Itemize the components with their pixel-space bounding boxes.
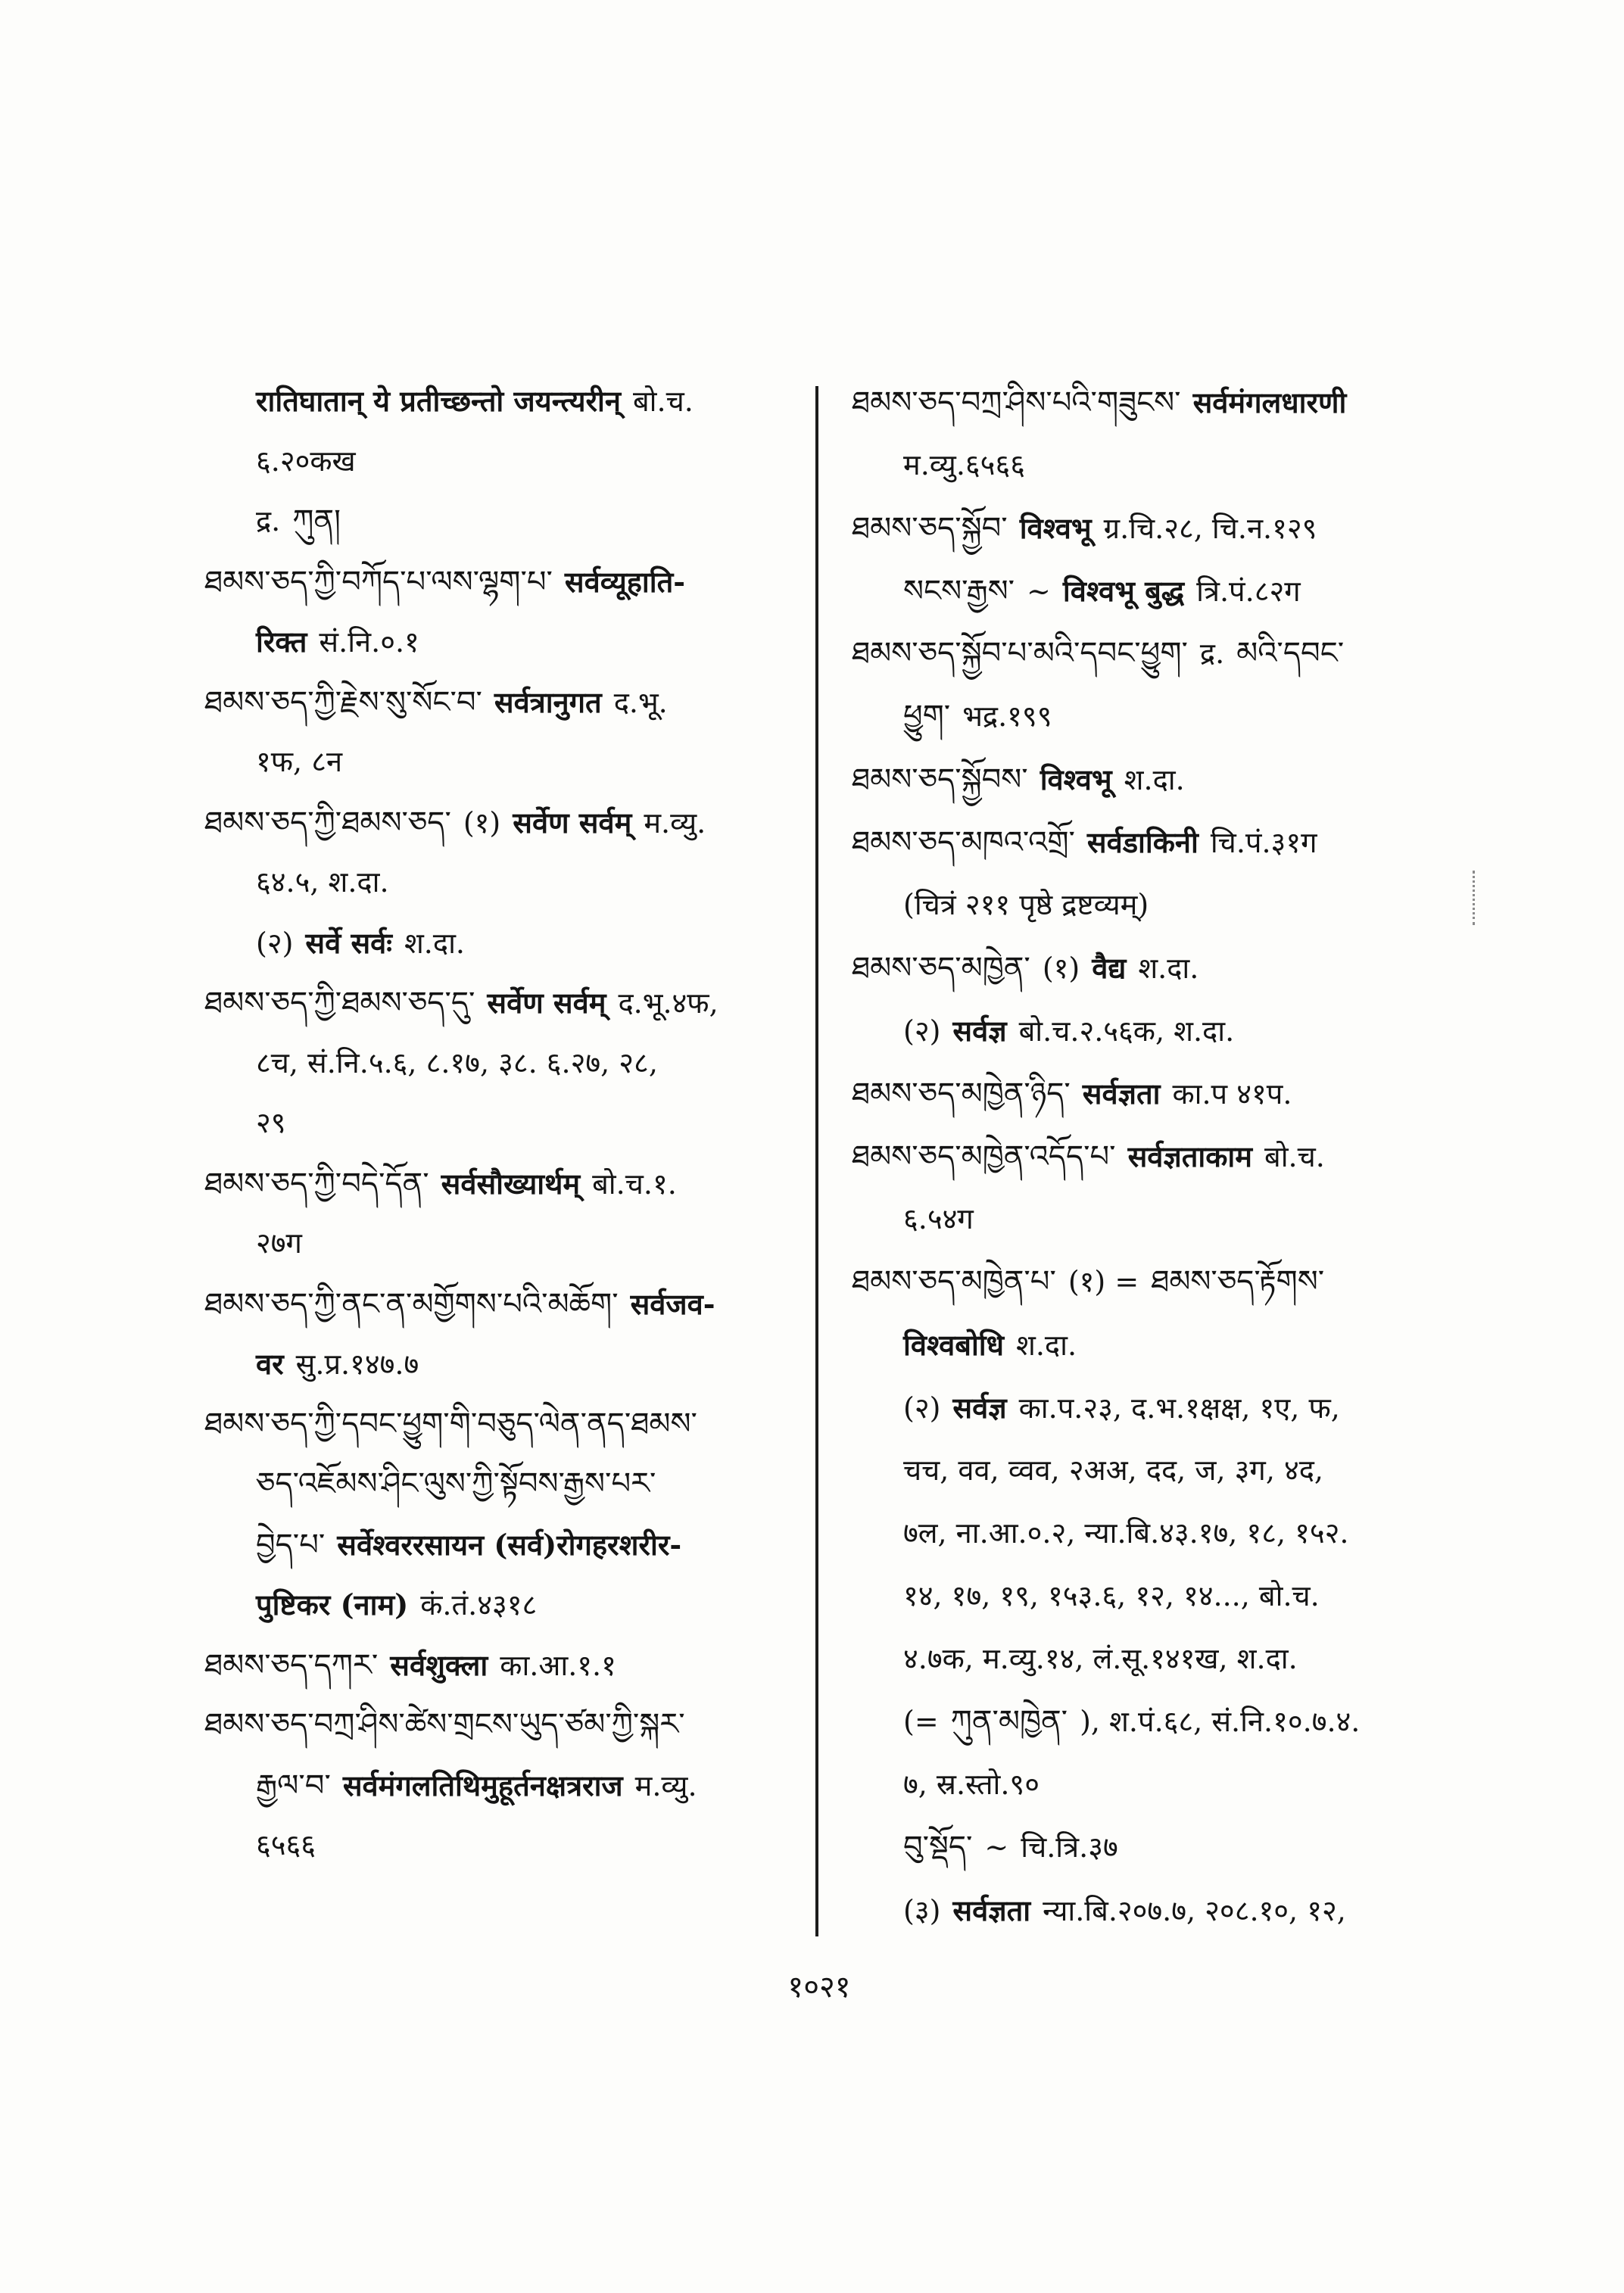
sanskrit-headword: विश्वभू बुद्ध	[1062, 574, 1185, 608]
dictionary-entry	[204, 1394, 791, 1635]
sanskrit-headword: सर्वेश्वररसायन (सर्व)रोगहरशरीर-	[337, 1527, 682, 1562]
reference-text: म.व्यु.	[644, 805, 706, 840]
tibetan-term: ཐམས་ཅད་མཁའ་འགྲོ་	[852, 825, 1075, 860]
tibetan-term: ཀུན།	[292, 503, 341, 538]
dictionary-entry	[204, 973, 791, 1154]
sanskrit-headword: सर्वज्ञ	[952, 1391, 1007, 1425]
entry-headline	[852, 622, 1465, 685]
reference-text: ~	[984, 1830, 1009, 1864]
dictionary-entry	[852, 497, 1465, 622]
reference-text: द्र.	[1199, 637, 1225, 670]
reference-text: का.प ४१प.	[1172, 1077, 1292, 1111]
dictionary-entry	[852, 748, 1465, 811]
tibetan-term: བྱེད་པ་	[256, 1527, 326, 1562]
entry-headline	[204, 973, 791, 1033]
dictionary-entry	[852, 622, 1465, 748]
reference-text: (=	[903, 1705, 939, 1738]
entry-continuation-line	[852, 1439, 1465, 1502]
dictionary-entry	[852, 1125, 1465, 1251]
entry-continuation-line	[852, 685, 1465, 748]
right-column	[852, 371, 1465, 1942]
sanskrit-headword: रातिघातान् ये प्रतीच्छन्तो जयन्त्यरीन्	[256, 384, 621, 418]
reference-text: का.आ.१.१	[500, 1648, 616, 1682]
sanskrit-headword: विश्वभू	[1040, 762, 1112, 796]
entry-headline	[204, 1695, 791, 1756]
entry-headline	[204, 1635, 791, 1696]
reference-text: म.व्यु.६५६६	[903, 448, 1025, 481]
dictionary-entry	[852, 811, 1465, 936]
sanskrit-headword: सर्वेण सर्वम्	[487, 986, 606, 1020]
dictionary-entry	[204, 1635, 791, 1696]
tibetan-term: ཐམས་ཅད་ཀྱི་དབང་ཕྱུག་གི་བཅུད་ལེན་ནད་ཐམས་	[204, 1406, 697, 1441]
entry-continuation-line	[204, 1756, 791, 1816]
reference-text: सं.नि.०.१	[319, 625, 419, 659]
tibetan-term: ཐམས་ཅད་ཀྱི་ཐམས་ཅད་དུ་	[204, 986, 475, 1020]
entry-continuation-line	[204, 491, 791, 552]
reference-text: ७ल, ना.आ.०.२, न्या.बि.४३.१७, १८, १५२.	[903, 1516, 1349, 1550]
reference-text: श.दा.	[404, 926, 465, 960]
tibetan-term: ཐམས་ཅད་ཀྱི་རྗེས་སུ་སོང་བ་	[204, 684, 482, 720]
sanskrit-headword: सर्वे सर्वः	[305, 925, 392, 960]
tibetan-term: ཅད་འཇོམས་ཤིང་ལུས་ཀྱི་སྟོབས་རྒྱས་པར་	[256, 1466, 656, 1501]
tibetan-term: ཐམས་ཅད་མཁྱེན་པ་	[852, 1264, 1056, 1299]
tibetan-term: མའི་དབང་	[1236, 636, 1345, 671]
reference-text: श.दा.	[1124, 763, 1185, 796]
sanskrit-headword: सर्वजव-	[630, 1286, 715, 1321]
dictionary-entry	[204, 1274, 791, 1394]
entry-continuation-line	[852, 559, 1465, 622]
reference-text: द.भू.	[613, 685, 668, 719]
sanskrit-headword: वर	[256, 1347, 284, 1381]
sanskrit-headword: सर्वमंगलतिथिमुहूर्तनक्षत्रराज	[342, 1768, 623, 1802]
tibetan-term: བུ་སྡོད་	[903, 1830, 973, 1865]
tibetan-term: ཀུན་མཁྱེན་	[950, 1704, 1068, 1739]
entry-continuation-line	[852, 434, 1465, 497]
reference-text: (२)	[256, 926, 294, 960]
entry-continuation-line	[852, 1816, 1465, 1879]
reference-text: १४, १७, १९, १५३.६, १२, १४..., बो.च.	[903, 1579, 1320, 1612]
reference-text: ६.५४ग	[903, 1202, 974, 1235]
entry-headline	[204, 793, 791, 853]
reference-text: (३)	[903, 1894, 941, 1927]
sanskrit-headword: सर्वशुक्ला	[390, 1647, 488, 1682]
reference-text: ६४.५, श.दा.	[256, 865, 389, 899]
sanskrit-headword: सर्वज्ञता	[1082, 1076, 1161, 1111]
tibetan-term: ཐམས་ཅད་མཁྱེན་ཉིད་	[852, 1076, 1071, 1111]
entry-headline	[204, 1274, 791, 1335]
page-number: १०२१	[787, 1970, 851, 2005]
entry-headline	[852, 497, 1465, 559]
entry-continuation-line	[852, 1565, 1465, 1628]
entry-continuation-line	[204, 1033, 791, 1094]
dictionary-entry	[204, 552, 791, 672]
reference-text: (१)	[1042, 952, 1080, 985]
reference-text: त्रि.पं.८२ग	[1196, 575, 1301, 608]
entry-headline	[852, 1125, 1465, 1188]
entry-continuation-line	[204, 1515, 791, 1575]
sanskrit-headword: विश्वभू	[1019, 511, 1092, 545]
reference-text: (१)	[463, 805, 501, 840]
entry-headline	[852, 811, 1465, 874]
entry-continuation-line	[204, 1575, 791, 1635]
reference-text: सु.प्र.१४७.७	[295, 1347, 419, 1381]
entry-continuation-line	[204, 852, 791, 913]
reference-text: म.व्यु.	[634, 1768, 697, 1802]
entry-continuation-line	[852, 999, 1465, 1062]
entry-headline	[852, 1062, 1465, 1125]
reference-text: न्या.बि.२०७.७, २०८.१०, १२,	[1043, 1894, 1346, 1927]
reference-text: ७, स्र.स्तो.९०	[903, 1768, 1040, 1801]
tibetan-term: ཐམས་ཅད་མཁྱེན་	[852, 951, 1030, 986]
tibetan-term: ཐམས་ཅད་ཀྱི་ནང་ན་མགྱོགས་པའི་མཆོག་	[204, 1286, 619, 1322]
reference-text: (१) =	[1068, 1265, 1139, 1298]
dictionary-entry	[852, 1062, 1465, 1125]
reference-text: १फ, ८न	[256, 745, 343, 778]
sanskrit-headword: सर्वज्ञताकाम	[1127, 1139, 1252, 1173]
sanskrit-headword: सर्वडाकिनी	[1086, 825, 1199, 859]
sanskrit-headword: सर्वेण सर्वम्	[513, 805, 632, 840]
reference-text: ८च, सं.नि.५.६, ८.१७, ३८. ६.२७, २८,	[256, 1045, 658, 1080]
reference-text: द्र.	[256, 504, 281, 537]
reference-text: ४.७क, म.व्यु.१४, लं.सू.१४१ख, श.दा.	[903, 1642, 1298, 1675]
sanskrit-headword: रिक्त	[256, 625, 307, 659]
tibetan-term: ཐམས་ཅད་བཀྲ་ཤིས་པའི་གཟུངས་	[852, 385, 1181, 420]
entry-continuation-line	[204, 1093, 791, 1154]
reference-text: ६.२०कख	[256, 444, 356, 478]
entry-continuation-line	[852, 1690, 1465, 1753]
reference-text: बो.च.	[632, 385, 694, 418]
entry-continuation-line	[204, 913, 791, 974]
reference-text: चि.त्रि.३७	[1021, 1830, 1118, 1864]
dictionary-entry	[204, 672, 791, 793]
dictionary-entry	[204, 1695, 791, 1876]
entry-headline	[852, 748, 1465, 811]
entry-continuation-line	[852, 1188, 1465, 1251]
entry-headline	[852, 371, 1465, 434]
reference-text: ), श.पं.६८, सं.नि.१०.७.४.	[1080, 1705, 1361, 1738]
reference-text: (२)	[903, 1391, 941, 1425]
dictionary-entry	[852, 371, 1465, 497]
tibetan-term: ཕྱུག་	[903, 699, 951, 734]
tibetan-term: ཐམས་ཅད་རྟོགས་	[1151, 1264, 1325, 1299]
tibetan-term: སངས་རྒྱས་	[903, 574, 1015, 609]
dictionary-entry	[852, 936, 1465, 1062]
sanskrit-headword: सर्वत्रानुगत	[494, 684, 602, 719]
entry-continuation-line	[204, 1334, 791, 1394]
sanskrit-headword: पुष्टिकर (नाम)	[256, 1587, 409, 1622]
reference-text: ~	[1027, 575, 1051, 608]
dictionary-entry	[204, 371, 791, 552]
reference-text: बो.च.१.	[592, 1167, 677, 1201]
sanskrit-headword: सर्वव्यूहाति-	[564, 564, 686, 599]
entry-continuation-line	[204, 1213, 791, 1274]
entry-continuation-line	[852, 1376, 1465, 1439]
reference-text: ६५६६	[256, 1828, 316, 1862]
reference-text: भद्र.१९९	[962, 699, 1052, 733]
entry-headline	[852, 1251, 1465, 1313]
entry-headline	[852, 936, 1465, 999]
left-column	[204, 371, 791, 1876]
entry-continuation-line	[852, 1753, 1465, 1816]
sanskrit-headword: सर्वसौख्यार्थम्	[441, 1166, 581, 1201]
tibetan-term: ཐམས་ཅད་ཀྱི་ཐམས་ཅད་	[204, 805, 451, 840]
tibetan-term: ཐམས་ཅད་ཀྱི་བདེ་དོན་	[204, 1166, 429, 1201]
reference-text: (२)	[903, 1014, 941, 1048]
tibetan-term: ཐམས་ཅད་སྐྱོབ་	[852, 511, 1008, 546]
reference-text: श.दा.	[1016, 1329, 1077, 1362]
reference-text: चच, वव, व्वव, २अअ, दद, ज, ३ग, ४द,	[903, 1453, 1323, 1487]
tibetan-term: རྒྱལ་བ་	[256, 1768, 331, 1803]
sanskrit-headword: वैद्य	[1092, 951, 1127, 985]
entry-continuation-line	[852, 1313, 1465, 1376]
reference-text: चि.पं.३१ग	[1210, 826, 1317, 859]
reference-text: ग्र.चि.२८, चि.न.१२९	[1103, 512, 1317, 545]
reference-text: श.दा.	[1138, 952, 1199, 985]
tibetan-term: ཐམས་ཅད་དཀར་	[204, 1647, 379, 1683]
entry-headline	[204, 1154, 791, 1214]
entry-headline	[204, 552, 791, 612]
entry-continuation-line	[204, 1815, 791, 1876]
entry-headline	[204, 672, 791, 733]
dictionary-entry	[852, 1251, 1465, 1942]
sanskrit-headword: सर्वज्ञ	[952, 1014, 1007, 1048]
reference-text: (चित्रं २११ पृष्ठे द्रष्टव्यम्)	[903, 888, 1149, 921]
reference-text: बो.च.	[1264, 1140, 1325, 1173]
reference-text: कं.तं.४३१८	[420, 1588, 538, 1622]
entry-continuation-line	[852, 1879, 1465, 1942]
sanskrit-headword: विश्वबोधि	[903, 1328, 1005, 1362]
sanskrit-headword: सर्वमंगलधारणी	[1192, 385, 1347, 419]
tibetan-term: ཐམས་ཅད་བཀྲ་ཤིས་ཚེས་གྲངས་ཡུད་ཙམ་ཀྱི་སྐར་	[204, 1707, 685, 1742]
tibetan-term: ཐམས་ཅད་ཀྱི་བཀོད་པ་ལས་ལྷག་པ་	[204, 564, 553, 600]
entry-continuation-line	[852, 1502, 1465, 1565]
entry-continuation-line	[852, 874, 1465, 936]
entry-continuation-line	[204, 612, 791, 672]
reference-text: का.प.२३, द.भ.१क्षक्ष, १ए, फ,	[1018, 1391, 1340, 1425]
tibetan-term: ཐམས་ཅད་སྐྱོབས་	[852, 762, 1028, 797]
tibetan-term: ཐམས་ཅད་སྐྱོབ་པ་མའི་དབང་ཕྱུག་	[852, 636, 1188, 671]
entry-continuation-line	[204, 371, 791, 431]
entry-continuation-line	[852, 1628, 1465, 1690]
reference-text: २७ग	[256, 1226, 302, 1260]
entry-continuation-line	[204, 1454, 791, 1515]
reference-text: २९	[256, 1106, 286, 1139]
margin-speck	[1473, 871, 1475, 925]
reference-text: बो.च.२.५६क, श.दा.	[1018, 1014, 1235, 1048]
entry-continuation-line	[204, 732, 791, 793]
entry-continuation-line	[204, 431, 791, 492]
dictionary-entry	[204, 793, 791, 974]
column-divider	[815, 386, 818, 1936]
entry-headline	[204, 1394, 791, 1455]
reference-text: द.भू.४फ,	[618, 986, 718, 1020]
dictionary-entry	[204, 1154, 791, 1274]
tibetan-term: ཐམས་ཅད་མཁྱེན་འདོད་པ་	[852, 1139, 1116, 1174]
sanskrit-headword: सर्वज्ञता	[952, 1893, 1031, 1927]
